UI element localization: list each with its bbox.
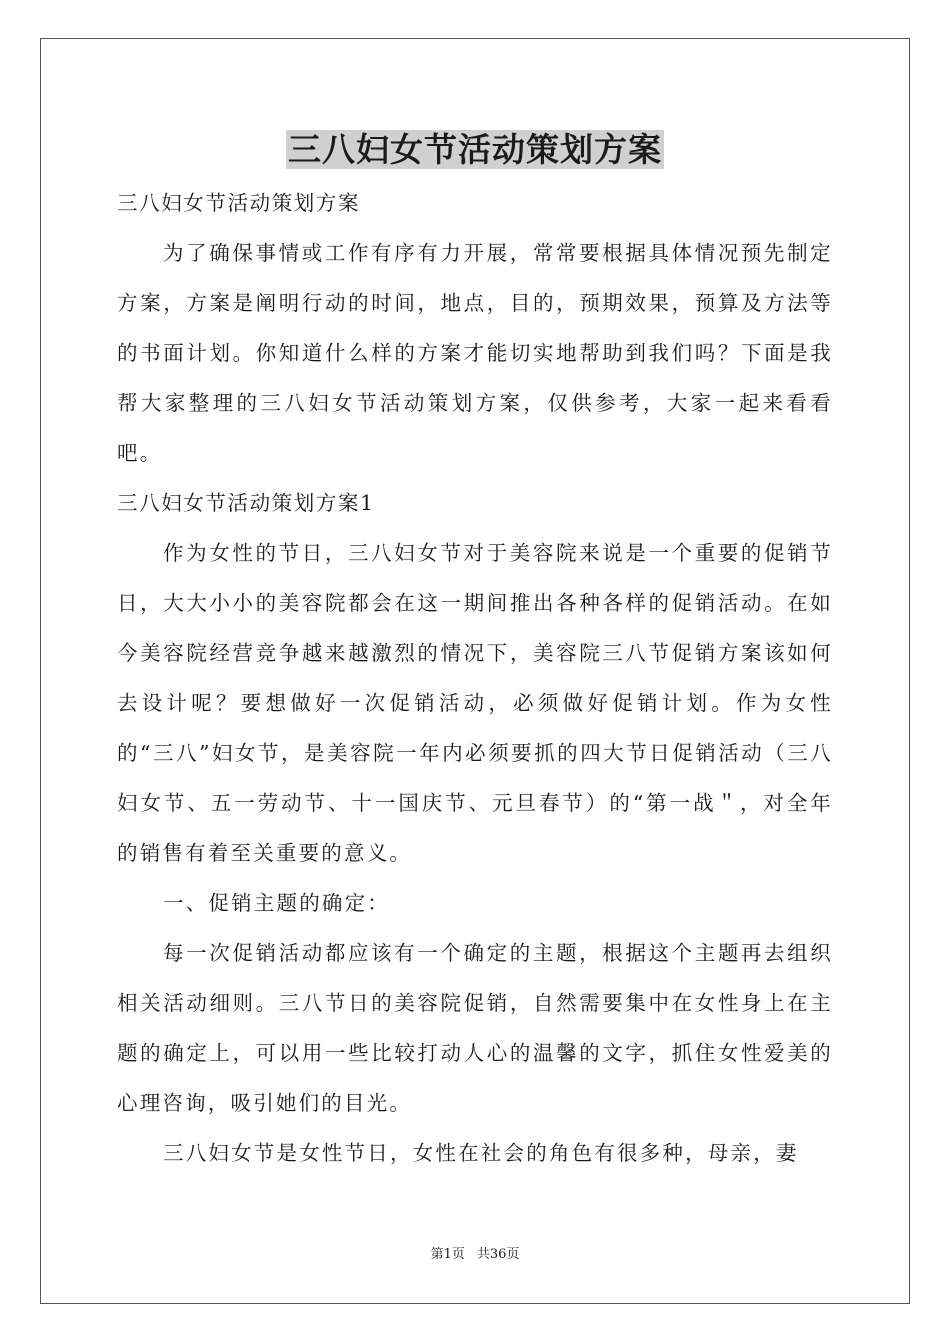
document-title-text: 三八妇女节活动策划方案: [288, 130, 662, 169]
page-number: 第1页: [430, 1247, 465, 1262]
section-heading-1: 三八妇女节活动策划方案1: [117, 491, 375, 515]
intro-paragraph: 为了确保事情或工作有序有力开展，常常要根据具体情况预先制定方案，方案是阐明行动的时间，地点，目的，预期效果，预算及方法等的书面计划。你知道什么样的方案才能切实地帮助到我们吗？下面是我帮大家整理的三八妇女节活动策划方案，仅供参考，大家一起来看看吧。: [117, 241, 833, 465]
page-total: 共36页: [476, 1247, 520, 1262]
page-footer: [0, 1246, 950, 1264]
womens-day-paragraph: 三八妇女节是女性节日，女性在社会的角色有很多种，母亲，妻: [163, 1141, 799, 1165]
promotion-theme-heading: 一、促销主题的确定：: [163, 891, 390, 915]
subtitle-line: 三八妇女节活动策划方案: [117, 191, 361, 215]
document-body: [117, 178, 833, 1178]
section-1-paragraph: 作为女性的节日，三八妇女节对于美容院来说是一个重要的促销节日，大大小小的美容院都会在这一期间推出各种各样的促销活动。在如今美容院经营竞争越来越激烈的情况下，美容院三八节促销方案该如何去设计呢？要想做好一次促销活动，必须做好促销计划。作为女性的“三八”妇女节，是美容院一年内必须要抓的四大节日促销活动（三八妇女节、五一劳动节、十一国庆节、元旦春节）的“第一战＂，对全年的销售有着至关重要的意义。: [117, 541, 833, 865]
document-title: [0, 128, 950, 172]
promotion-theme-paragraph: 每一次促销活动都应该有一个确定的主题，根据这个主题再去组织相关活动细则。三八节日的美容院促销，自然需要集中在女性身上在主题的确定上，可以用一些比较打动人心的温馨的文字，抓住女性爱美的心理咨询，吸引她们的目光。: [117, 941, 833, 1115]
